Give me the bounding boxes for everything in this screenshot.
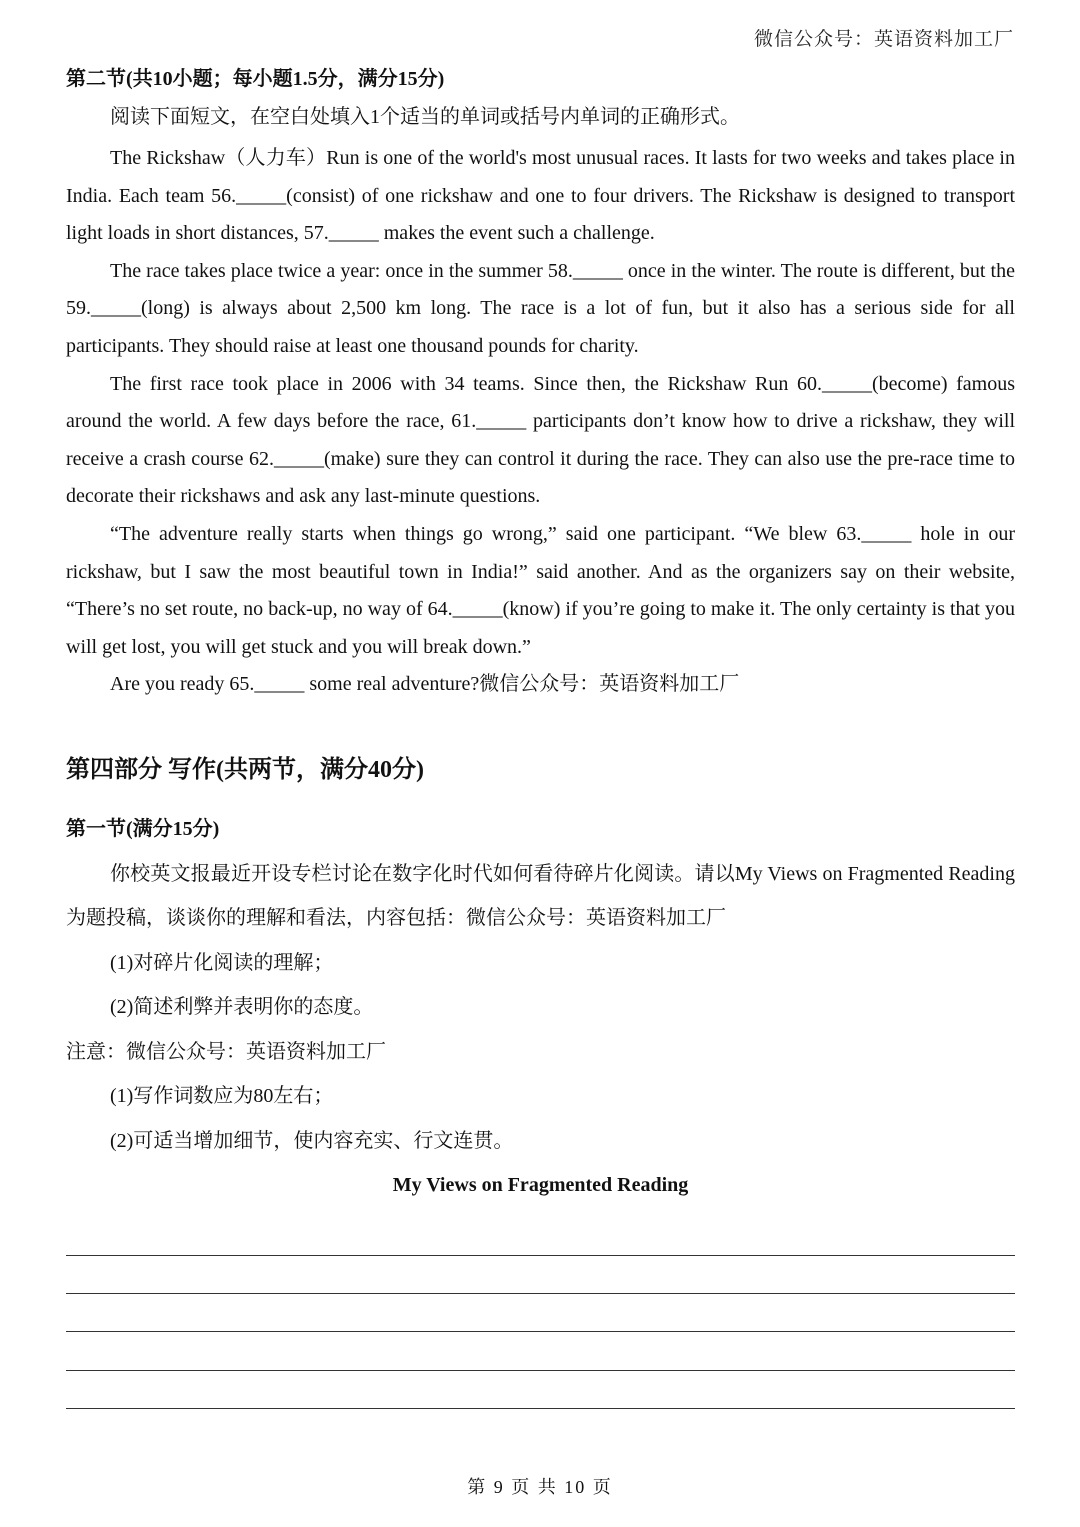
answer-line <box>66 1370 1015 1371</box>
passage-paragraph-1: The Rickshaw（人力车）Run is one of the world's most unusual races. It lasts for two weeks and takes place in India. Each team 56._____(consist) of one rickshaw and one to four drivers. The Rickshaw is designed to transport light loads in short distances, 57._____ makes the event such a challenge. <box>66 147 1015 245</box>
passage-paragraph-3: The first race took place in 2006 with 34 teams. Since then, the Rickshaw Run 60._____(become) famous around the world. A few days before the race, 61._____ participants don’t know how to drive a rickshaw, they will receive a crash course 62._____(make) sure they can control it during the race. They can also use the pre-race time to decorate their rickshaws and ask any last-minute questions. <box>66 372 1015 508</box>
page-content <box>66 62 1015 1205</box>
writing-point-1: (1)对碎片化阅读的理解； <box>110 951 334 974</box>
answer-line <box>66 1408 1015 1409</box>
passage-paragraph-2: The race takes place twice a year: once in the summer 58._____ once in the winter. The route is different, but the 59._____(long) is always about 2,500 km long. The race is a lot of fun, but it also has a serious side for all participants. They should raise at least one thousand pounds for charity. <box>66 259 1015 357</box>
part4-title: 第四部分 写作(共两节，满分40分) <box>66 756 424 783</box>
section2-title: 第二节(共10小题；每小题1.5分，满分15分) <box>66 68 445 90</box>
answer-line <box>66 1255 1015 1256</box>
passage-paragraph-5: Are you ready 65._____ some real adventure?微信公众号：英语资料加工厂 <box>110 673 740 696</box>
answer-line <box>66 1331 1015 1332</box>
answer-line <box>66 1293 1015 1294</box>
answer-writing-lines <box>66 1255 1015 1446</box>
section2-instruction: 阅读下面短文，在空白处填入1个适当的单词或括号内单词的正确形式。 <box>110 106 740 128</box>
writing-note-1: (1)写作词数应为80左右； <box>110 1085 334 1108</box>
page-number-footer: 第 9 页 共 10 页 <box>467 1477 613 1497</box>
writing-note-2: (2)可适当增加细节，使内容充实、行文连贯。 <box>110 1129 514 1152</box>
passage-paragraph-4: “The adventure really starts when things go wrong,” said one participant. “We blew 63._____ hole in our rickshaw, but I saw the most beautiful town in India!” said another. And as the organizers say on their website, “There’s no set route, no back-up, no way of 64._____(know) if you’re going to make it. The only certainty is that you will get lost, you will get stuck and you will break down.” <box>66 522 1015 658</box>
writing-note-label: 注意：微信公众号：英语资料加工厂 <box>66 1040 386 1063</box>
writing-prompt: 你校英文报最近开设专栏讨论在数字化时代如何看待碎片化阅读。请以My Views on Fragmented Reading为题投稿，谈谈你的理解和看法，内容包括：微信公众号：英语资料加工厂 <box>66 862 1015 930</box>
header-watermark-note: 微信公众号：英语资料加工厂 <box>753 29 1014 50</box>
writing-section1-title: 第一节(满分15分) <box>66 817 220 840</box>
essay-title: My Views on Fragmented Reading <box>392 1174 689 1197</box>
writing-point-2: (2)简述利弊并表明你的态度。 <box>110 996 374 1019</box>
